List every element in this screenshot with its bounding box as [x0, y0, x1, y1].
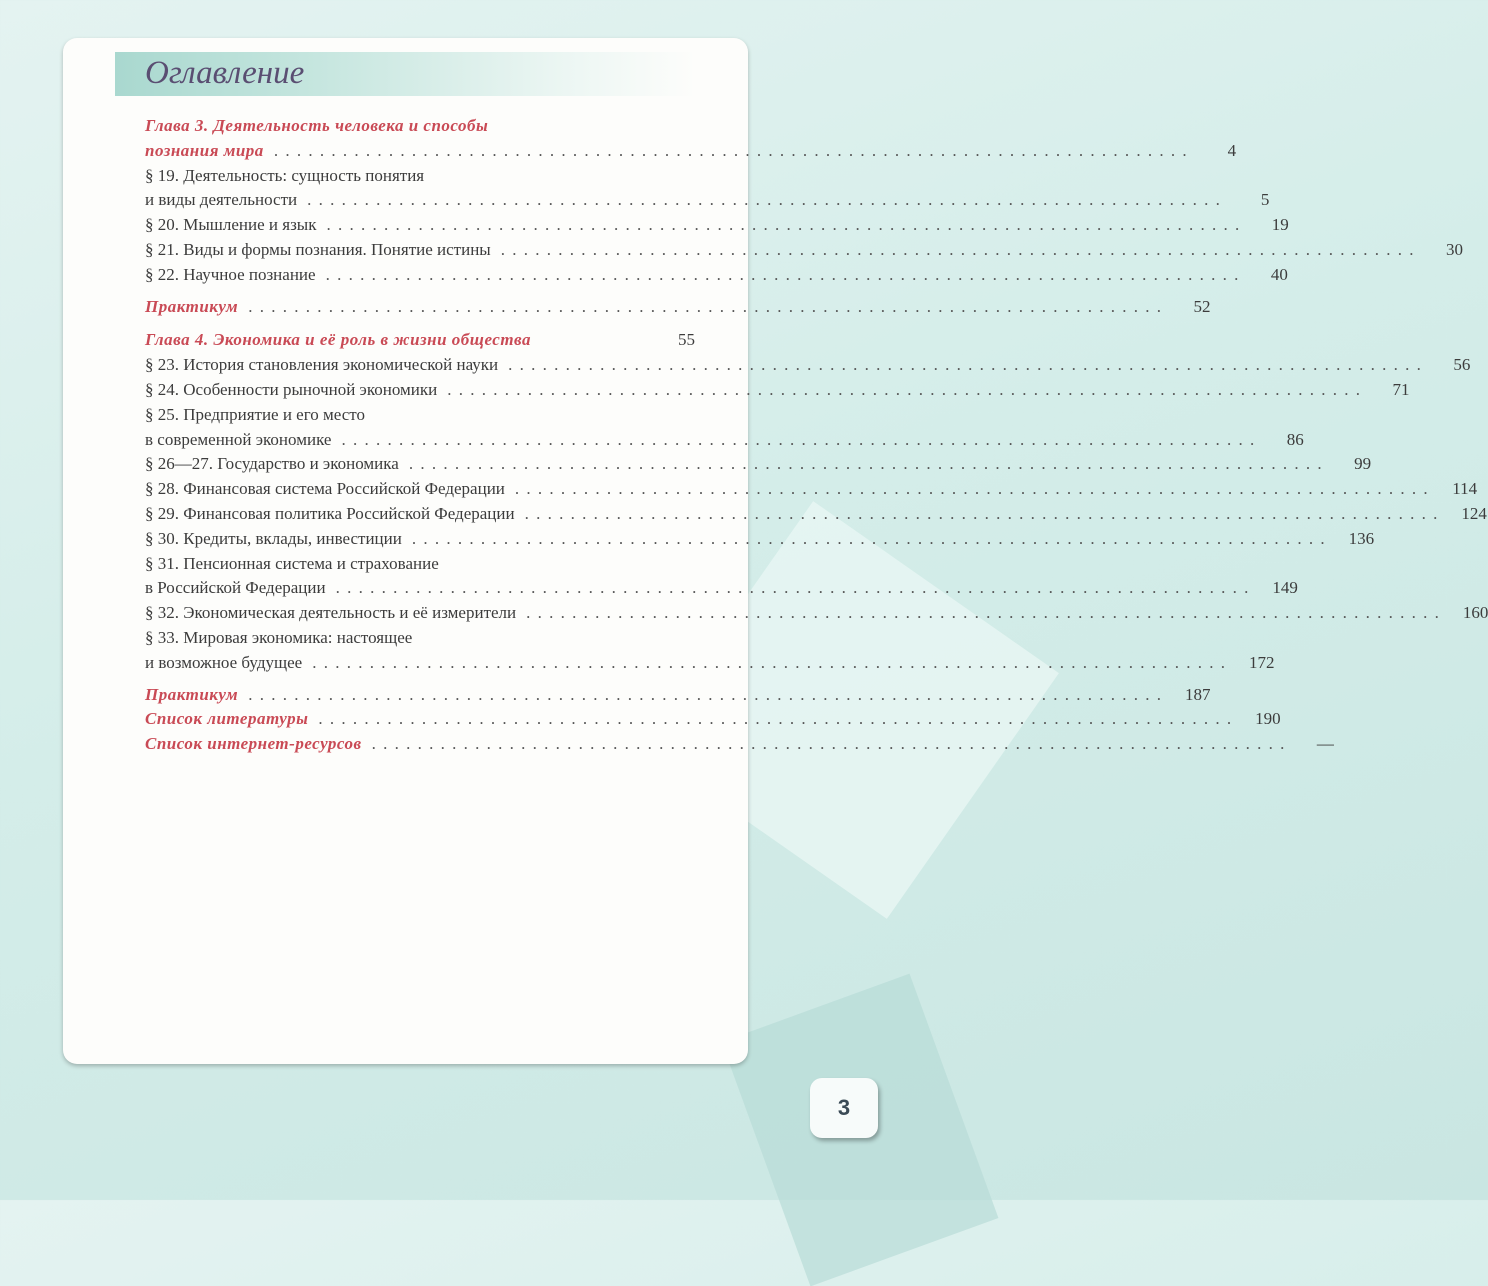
toc-entry-title: § 28. Финансовая система Российской Федерации — [145, 479, 505, 499]
toc-page-number: 124 — [1461, 503, 1487, 523]
dot-leader: . . . . . . . . . . . . . . . . . . . . . . . . . . . . . . . . . . . . . . . . . . . . . . . . . . . . . . . . . . . . . . . . . . . . . . . . . . . . . . . . — [326, 215, 1241, 235]
toc-entry-title: § 20. Мышление и язык — [145, 215, 317, 235]
dot-leader: . . . . . . . . . . . . . . . . . . . . . . . . . . . . . . . . . . . . . . . . . . . . . . . . . . . . . . . . . . . . . . . . . . . . . . . . . . . . . . . . — [514, 479, 1430, 499]
toc-entry[interactable] — [145, 683, 1211, 708]
toc-line — [145, 502, 1487, 527]
toc-entry[interactable] — [145, 353, 1471, 378]
dot-leader: . . . . . . . . . . . . . . . . . . . . . . . . . . . . . . . . . . . . . . . . . . . . . . . . . . . . . . . . . . . . . . . . . . . . . . . . . . . . . . . . — [524, 503, 1439, 523]
toc-entry-title: и виды деятельности — [145, 190, 298, 210]
toc-entry[interactable] — [145, 213, 1289, 238]
dot-leader: . . . . . . . . . . . . . . . . . . . . . . . . . . . . . . . . . . . . . . . . . . . . . . . . . . . . . . . . . . . . . . . . . . . . . . . . . . . . . . . . — [248, 684, 1163, 704]
dot-leader: . . . . . . . . . . . . . . . . . . . . . . . . . . . . . . . . . . . . . . . . . . . . . . . . . . . . . . . . . . . . . . . . . . . . . . . . . . . . . . . . — [318, 709, 1233, 729]
page-title: Оглавление — [145, 55, 305, 91]
dot-leader: . . . . . . . . . . . . . . . . . . . . . . . . . . . . . . . . . . . . . . . . . . . . . . . . . . . . . . . . . . . . . . . . . . . . . . . . . . . . . . . . — [341, 429, 1256, 449]
toc-line — [145, 378, 1410, 403]
toc-entry-title: § 24. Особенности рыночной экономики — [145, 379, 438, 399]
toc-entry-title: § 26—27. Государство и экономика — [145, 454, 399, 474]
toc-line — [145, 164, 695, 189]
toc-page-number: 99 — [1354, 454, 1372, 474]
toc-entry-title: § 23. История становления экономической науки — [145, 355, 499, 375]
toc-entry[interactable] — [145, 502, 1487, 527]
dot-leader: . . . . . . . . . . . . . . . . . . . . . . . . . . . . . . . . . . . . . . . . . . . . . . . . . . . . . . . . . . . . . . . . . . . . . . . . . . . . . . . . — [526, 603, 1441, 623]
toc-entry[interactable] — [145, 328, 695, 353]
toc-entry-title: и возможное будущее — [145, 652, 303, 672]
toc-entry[interactable] — [145, 552, 1298, 602]
toc-page-number: 114 — [1452, 479, 1478, 499]
toc-line — [145, 707, 1281, 732]
toc-page-number: 190 — [1255, 709, 1281, 729]
toc-line — [145, 238, 1463, 263]
toc-page-number: 40 — [1270, 264, 1288, 284]
toc-page-number: 160 — [1462, 603, 1488, 623]
dot-leader: . . . . . . . . . . . . . . . . . . . . . . . . . . . . . . . . . . . . . . . . . . . . . . . . . . . . . . . . . . . . . . . . . . . . . . . . . . . . . . . . — [325, 264, 1240, 284]
toc-line — [145, 732, 1334, 757]
toc-entry[interactable] — [145, 403, 1304, 453]
dot-leader: . . . . . . . . . . . . . . . . . . . . . . . . . . . . . . . . . . . . . . . . . . . . . . . . . . . . . . . . . . . . . . . . . . . . . . . . . . . . . . . . — [508, 355, 1423, 375]
toc-line — [145, 651, 1275, 676]
toc-page-number: 55 — [678, 330, 695, 350]
toc-entry[interactable] — [145, 626, 1275, 676]
toc-line — [145, 552, 695, 577]
toc-page-number: 19 — [1271, 215, 1289, 235]
toc-entry-title: § 33. Мировая экономика: настоящее — [145, 627, 413, 647]
toc-line — [145, 601, 1488, 626]
dot-leader: . . . . . . . . . . . . . . . . . . . . . . . . . . . . . . . . . . . . . . . . . . . . . . . . . . . . . . . . . . . . . . . . . . . . . . . . . . . . . . . . — [335, 578, 1250, 598]
toc-entry-title: § 25. Предприятие и его место — [145, 404, 366, 424]
toc-page-number: 172 — [1248, 652, 1275, 672]
toc-line — [145, 576, 1298, 601]
toc-entry-title: в Российской Федерации — [145, 578, 326, 598]
toc-line — [145, 428, 1304, 453]
dot-leader: . . . . . . . . . . . . . . . . . . . . . . . . . . . . . . . . . . . . . . . . . . . . . . . . . . . . . . . . . . . . . . . . . . . . . . . . . . . . . . . . — [307, 190, 1222, 210]
toc-page-number: 56 — [1453, 355, 1471, 375]
toc-page-number: 30 — [1445, 239, 1463, 259]
toc-line — [145, 403, 695, 428]
toc-entry-title: § 30. Кредиты, вклады, инвестиции — [145, 528, 402, 548]
toc-line — [145, 295, 1211, 320]
toc-entry-title: Практикум — [145, 296, 239, 316]
toc-line — [145, 452, 1372, 477]
toc-entry[interactable] — [145, 164, 1270, 214]
toc-page-number: — — [1316, 734, 1334, 754]
toc-entry-title: Список интернет-ресурсов — [145, 734, 362, 754]
dot-leader: . . . . . . . . . . . . . . . . . . . . . . . . . . . . . . . . . . . . . . . . . . . . . . . . . . . . . . . . . . . . . . . . . . . . . . . . . . . . . . . . — [411, 528, 1327, 548]
toc-line — [145, 114, 695, 139]
toc-line — [145, 683, 1211, 708]
dot-leader: . . . . . . . . . . . . . . . . . . . . . . . . . . . . . . . . . . . . . . . . . . . . . . . . . . . . . . . . . . . . . . . . . . . . . . . . . . . . . . . . — [447, 379, 1362, 399]
toc-entry-title: в современной экономике — [145, 429, 332, 449]
toc-line — [145, 188, 1270, 213]
toc-page-number: 86 — [1286, 429, 1304, 449]
dot-leader: . . . . . . . . . . . . . . . . . . . . . . . . . . . . . . . . . . . . . . . . . . . . . . . . . . . . . . . . . . . . . . . . . . . . . . . . . . . . . . . . — [248, 296, 1163, 316]
toc-entry-title: § 31. Пенсионная система и страхование — [145, 553, 439, 573]
toc-entry-title: § 29. Финансовая политика Российской Федерации — [145, 503, 515, 523]
toc-entry-title: Практикум — [145, 684, 239, 704]
toc-line — [145, 477, 1478, 502]
dot-leader: . . . . . . . . . . . . . . . . . . . . . . . . . . . . . . . . . . . . . . . . . . . . . . . . . . . . . . . . . . . . . . . . . . . . . . . . . . . . . . . . — [312, 652, 1227, 672]
dot-leader: . . . . . . . . . . . . . . . . . . . . . . . . . . . . . . . . . . . . . . . . . . . . . . . . . . . . . . . . . . . . . . . . . . . . . . . . . . . . . . . . — [371, 734, 1286, 754]
dot-leader: . . . . . . . . . . . . . . . . . . . . . . . . . . . . . . . . . . . . . . . . . . . . . . . . . . . . . . . . . . . . . . . . . . . . . . . . . . . . . . . . — [408, 454, 1324, 474]
toc-entry-title: Список литературы — [145, 709, 309, 729]
toc-line — [145, 626, 695, 651]
dot-leader: . . . . . . . . . . . . . . . . . . . . . . . . . . . . . . . . . . . . . . . . . . . . . . . . . . . . . . . . . . . . . . . . . . . . . . . . . . . . . . . . — [500, 239, 1415, 259]
page-number: 3 — [810, 1078, 878, 1138]
toc-entry[interactable] — [145, 114, 1237, 164]
toc-entry[interactable] — [145, 527, 1375, 552]
toc-line — [145, 328, 695, 353]
toc-entry[interactable] — [145, 707, 1281, 732]
toc-entry[interactable] — [145, 601, 1488, 626]
toc-entry-title: познания мира — [145, 140, 264, 160]
toc-line — [145, 139, 1237, 164]
toc-page-number: 52 — [1193, 296, 1211, 316]
toc-page-number: 149 — [1272, 578, 1298, 598]
toc-line — [145, 353, 1471, 378]
toc-page-number: 136 — [1348, 528, 1375, 548]
toc-page-number: 4 — [1227, 140, 1237, 160]
toc-entry[interactable] — [145, 452, 1372, 477]
dot-leader: . . . . . . . . . . . . . . . . . . . . . . . . . . . . . . . . . . . . . . . . . . . . . . . . . . . . . . . . . . . . . . . . . . . . . . . . . . . . . . . . — [273, 140, 1189, 160]
toc-entry[interactable] — [145, 263, 1288, 288]
toc-entry-title: § 21. Виды и формы познания. Понятие истины — [145, 239, 491, 259]
toc-entry-title: Глава 3. Деятельность человека и способы — [145, 116, 489, 135]
toc-page-number: 71 — [1392, 379, 1410, 399]
toc-entry[interactable] — [145, 477, 1478, 502]
toc-entry-title: § 22. Научное познание — [145, 264, 316, 284]
toc-page-number: 5 — [1260, 190, 1270, 210]
toc-entry-title: § 19. Деятельность: сущность понятия — [145, 165, 425, 185]
toc-line — [145, 263, 1288, 288]
toc-page-number: 187 — [1184, 684, 1211, 704]
toc-entry[interactable] — [145, 378, 1410, 403]
toc-entry[interactable] — [145, 238, 1463, 263]
toc-entry[interactable] — [145, 295, 1211, 320]
toc-line — [145, 213, 1289, 238]
toc-entry[interactable] — [145, 732, 1334, 757]
table-of-contents — [145, 114, 1488, 757]
toc-entry-title: Глава 4. Экономика и её роль в жизни общества — [145, 330, 532, 350]
toc-entry-title: § 32. Экономическая деятельность и её измерители — [145, 603, 517, 623]
toc-line — [145, 527, 1375, 552]
